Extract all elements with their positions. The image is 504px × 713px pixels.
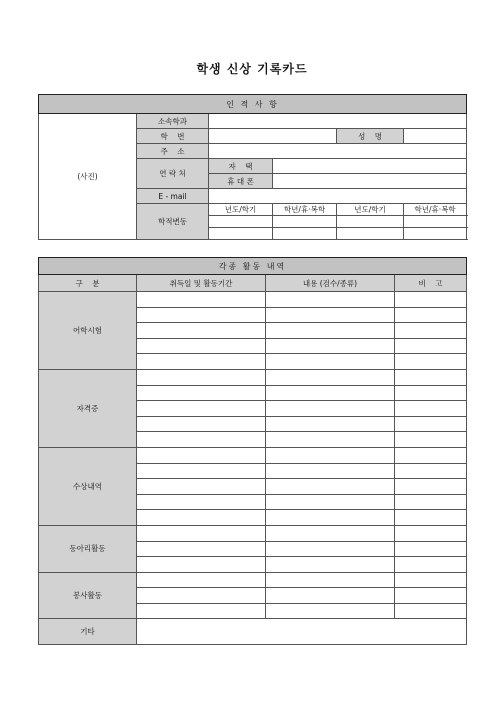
- remarks-cell[interactable]: [395, 385, 467, 401]
- remarks-cell[interactable]: [395, 416, 467, 432]
- change-col-header: 년도/학기: [209, 204, 273, 216]
- dept-label: 소속학과: [137, 114, 209, 129]
- period-cell[interactable]: [137, 557, 266, 573]
- period-cell[interactable]: [137, 541, 266, 557]
- email-field[interactable]: [209, 189, 467, 204]
- change-cell[interactable]: [337, 216, 404, 228]
- content-cell[interactable]: [266, 494, 395, 510]
- content-cell[interactable]: [266, 432, 395, 448]
- name-label: 성 명: [337, 129, 404, 144]
- period-cell[interactable]: [137, 588, 266, 604]
- home-phone-label: 자 택: [209, 159, 273, 174]
- change-col-header: 학년/휴·복학: [404, 204, 467, 216]
- period-cell[interactable]: [137, 338, 266, 354]
- content-cell[interactable]: [266, 401, 395, 417]
- page-title: 학생 신상 기록카드: [196, 62, 308, 76]
- content-cell[interactable]: [266, 588, 395, 604]
- remarks-cell[interactable]: [395, 479, 467, 495]
- content-cell[interactable]: [266, 323, 395, 339]
- content-cell[interactable]: [266, 479, 395, 495]
- col-header-content: 내용 (검수/종류): [266, 275, 395, 292]
- content-cell[interactable]: [266, 354, 395, 370]
- period-cell[interactable]: [137, 416, 266, 432]
- change-cell[interactable]: [273, 228, 337, 240]
- content-cell[interactable]: [266, 541, 395, 557]
- change-cell[interactable]: [209, 216, 273, 228]
- remarks-cell[interactable]: [395, 572, 467, 588]
- activity-row: [39, 572, 467, 588]
- remarks-cell[interactable]: [395, 369, 467, 385]
- remarks-cell[interactable]: [395, 401, 467, 417]
- period-cell[interactable]: [137, 307, 266, 323]
- remarks-cell[interactable]: [395, 338, 467, 354]
- category-label: 봉사활동: [39, 572, 137, 619]
- remarks-cell[interactable]: [395, 463, 467, 479]
- activities-section-header: 각종 활동 내역: [39, 258, 467, 275]
- home-phone-field[interactable]: [273, 159, 467, 174]
- content-cell[interactable]: [266, 463, 395, 479]
- name-field[interactable]: [404, 129, 467, 144]
- period-cell[interactable]: [137, 603, 266, 619]
- period-cell[interactable]: [137, 447, 266, 463]
- period-cell[interactable]: [137, 463, 266, 479]
- content-cell[interactable]: [266, 603, 395, 619]
- change-cell[interactable]: [273, 216, 337, 228]
- change-col-header: 학년/휴·복학: [273, 204, 337, 216]
- remarks-cell[interactable]: [395, 603, 467, 619]
- photo-area[interactable]: (사진): [39, 114, 137, 240]
- other-label: 기타: [39, 619, 137, 645]
- col-header-remarks: 비 고: [395, 275, 467, 292]
- mobile-label: 휴 대 폰: [209, 174, 273, 189]
- period-cell[interactable]: [137, 401, 266, 417]
- content-cell[interactable]: [266, 525, 395, 541]
- remarks-cell[interactable]: [395, 557, 467, 573]
- content-cell[interactable]: [266, 338, 395, 354]
- content-cell[interactable]: [266, 369, 395, 385]
- remarks-cell[interactable]: [395, 354, 467, 370]
- content-cell[interactable]: [266, 292, 395, 308]
- category-label: 어학시험: [39, 292, 137, 370]
- personal-info-table: [38, 94, 467, 240]
- remarks-cell[interactable]: [395, 588, 467, 604]
- dept-field[interactable]: [209, 114, 467, 129]
- remarks-cell[interactable]: [395, 510, 467, 526]
- activity-row: [39, 369, 467, 385]
- period-cell[interactable]: [137, 494, 266, 510]
- period-cell[interactable]: [137, 479, 266, 495]
- remarks-cell[interactable]: [395, 323, 467, 339]
- remarks-cell[interactable]: [395, 525, 467, 541]
- content-cell[interactable]: [266, 557, 395, 573]
- period-cell[interactable]: [137, 354, 266, 370]
- activity-row: [39, 525, 467, 541]
- address-label: 주 소: [137, 144, 209, 159]
- personal-section-header: 인 적 사 항: [39, 95, 467, 114]
- content-cell[interactable]: [266, 385, 395, 401]
- content-cell[interactable]: [266, 307, 395, 323]
- period-cell[interactable]: [137, 525, 266, 541]
- mobile-field[interactable]: [273, 174, 467, 189]
- period-cell[interactable]: [137, 385, 266, 401]
- contact-label: 연 락 처: [137, 159, 209, 189]
- change-cell[interactable]: [337, 228, 404, 240]
- student-no-label: 학 번: [137, 129, 209, 144]
- activity-row: [39, 447, 467, 463]
- change-cell[interactable]: [404, 216, 467, 228]
- category-label: 수상내역: [39, 447, 137, 525]
- period-cell[interactable]: [137, 323, 266, 339]
- activity-row: [39, 292, 467, 308]
- change-cell[interactable]: [404, 228, 467, 240]
- remarks-cell[interactable]: [395, 292, 467, 308]
- col-header-period: 취득일 및 활동기간: [137, 275, 266, 292]
- activities-table: [38, 257, 467, 645]
- period-cell[interactable]: [137, 510, 266, 526]
- period-cell[interactable]: [137, 572, 266, 588]
- status-change-label: 학적변동: [137, 204, 209, 240]
- other-row: [39, 619, 467, 645]
- col-header-category: 구 분: [39, 275, 137, 292]
- other-field[interactable]: [137, 619, 467, 645]
- content-cell[interactable]: [266, 572, 395, 588]
- remarks-cell[interactable]: [395, 541, 467, 557]
- email-label: E - mail: [137, 189, 209, 204]
- content-cell[interactable]: [266, 416, 395, 432]
- category-label: 동아리활동: [39, 525, 137, 572]
- remarks-cell[interactable]: [395, 447, 467, 463]
- change-col-header: 년도/학기: [337, 204, 404, 216]
- period-cell[interactable]: [137, 432, 266, 448]
- period-cell[interactable]: [137, 369, 266, 385]
- address-field[interactable]: [209, 144, 467, 159]
- remarks-cell[interactable]: [395, 307, 467, 323]
- content-cell[interactable]: [266, 447, 395, 463]
- remarks-cell[interactable]: [395, 432, 467, 448]
- period-cell[interactable]: [137, 292, 266, 308]
- remarks-cell[interactable]: [395, 494, 467, 510]
- change-cell[interactable]: [209, 228, 273, 240]
- content-cell[interactable]: [266, 510, 395, 526]
- category-label: 자격증: [39, 369, 137, 447]
- student-no-field[interactable]: [209, 129, 337, 144]
